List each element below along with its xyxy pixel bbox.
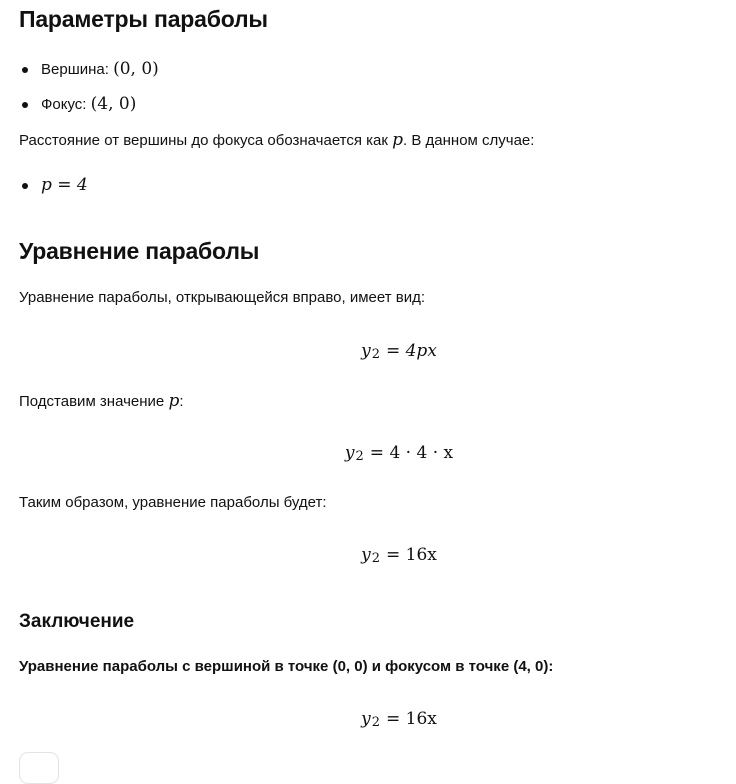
distance-text-after: . В данном случае: bbox=[403, 132, 535, 149]
heading-parabola-params: Параметры параболы bbox=[19, 6, 268, 32]
focus-value: (4, 0) bbox=[90, 94, 137, 114]
distance-var: p bbox=[392, 130, 404, 150]
vertex-label: Вершина: bbox=[41, 61, 109, 78]
result-paragraph: Таким образом, уравнение параболы будет: bbox=[19, 494, 327, 511]
bullet-dot-icon bbox=[22, 67, 28, 73]
equation-intro: Уравнение параболы, открывающейся вправо, имеет вид: bbox=[19, 289, 426, 306]
formula-conclusion: y2 = 16x bbox=[361, 709, 437, 730]
distance-paragraph bbox=[19, 130, 534, 150]
formula-general: y2 = 4px bbox=[361, 341, 437, 362]
p-value-formula: p = 4 bbox=[41, 175, 88, 195]
formula-result: y2 = 16x bbox=[361, 545, 437, 566]
action-button[interactable] bbox=[19, 752, 59, 784]
formula-substituted: y2 = 4 · 4 · x bbox=[344, 443, 454, 464]
bullet-dot-icon bbox=[22, 102, 28, 108]
heading-conclusion: Заключение bbox=[19, 611, 135, 632]
bullet-dot-icon bbox=[22, 183, 28, 189]
focus-label: Фокус: bbox=[41, 96, 87, 113]
distance-text: Расстояние от вершины до фокуса обозначается как bbox=[19, 132, 388, 149]
conclusion-summary: Уравнение параболы с вершиной в точке (0, 0) и фокусом в точке (4, 0): bbox=[19, 658, 554, 675]
vertex-value: (0, 0) bbox=[113, 59, 159, 79]
substitute-paragraph: Подставим значение p: bbox=[19, 391, 184, 411]
heading-parabola-equation: Уравнение параболы bbox=[19, 238, 260, 264]
